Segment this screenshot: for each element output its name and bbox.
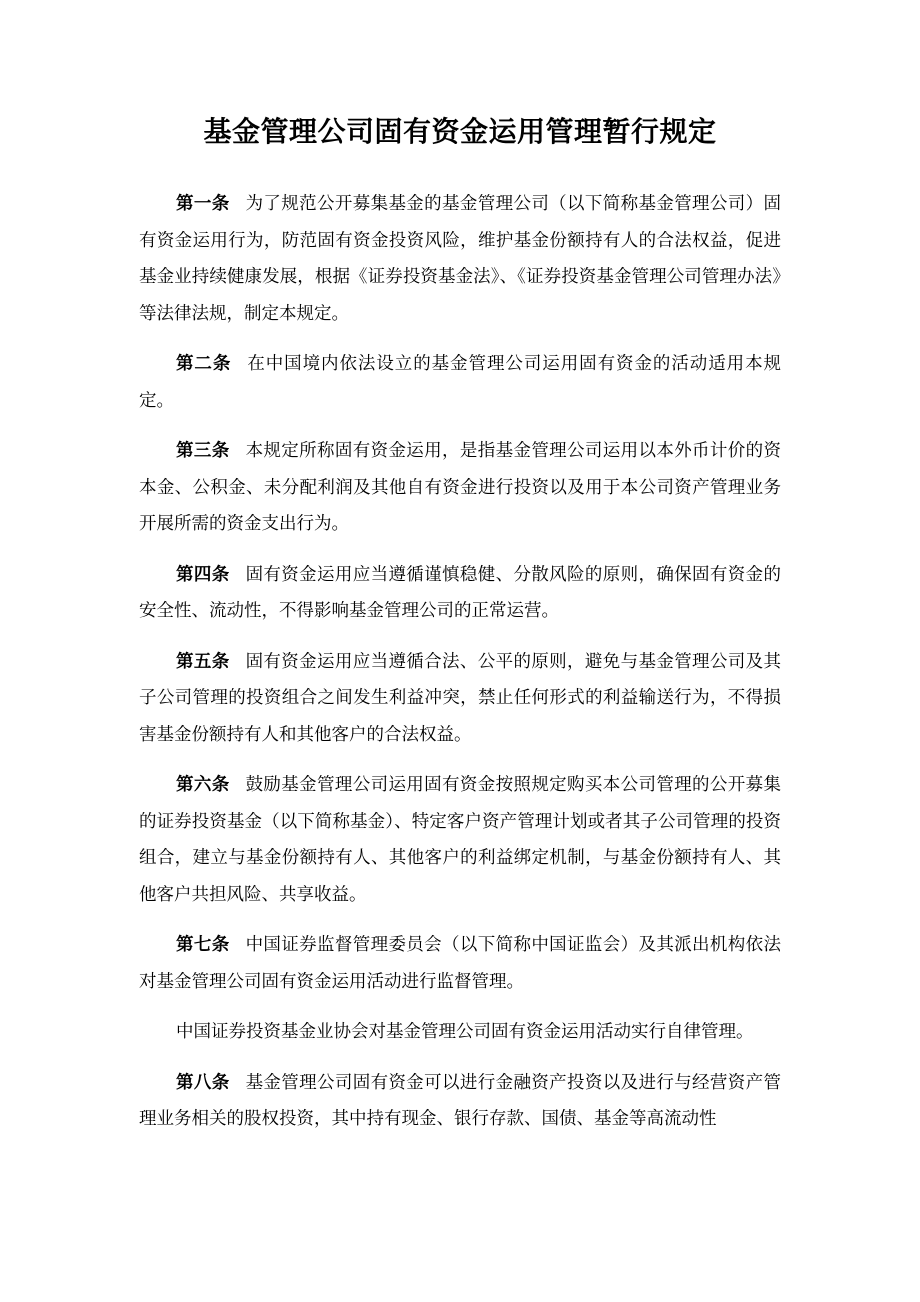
- article-text: 中国证券监督管理委员会（以下简称中国证监会）及其派出机构依法对基金管理公司固有资金运用活动进行监督管理。: [139, 935, 781, 992]
- article-8: [139, 1065, 781, 1138]
- article-number: 第七条: [176, 935, 230, 955]
- article-text: 为了规范公开募集基金的基金管理公司（以下简称基金管理公司）固有资金运用行为，防范固有资金投资风险，维护基金份额持有人的合法权益，促进基金业持续健康发展，根据《证券投资基金法》、《证券投资基金管理公司管理办法》等法律法规，制定本规定。: [139, 194, 781, 324]
- article-7-clause-2: [139, 1014, 781, 1051]
- article-7: [139, 927, 781, 1000]
- article-number: 第四条: [176, 564, 230, 585]
- article-text: 中国证券投资基金业协会对基金管理公司固有资金运用活动实行自律管理。: [176, 1022, 754, 1042]
- article-number: 第八条: [176, 1072, 230, 1093]
- article-text: 本规定所称固有资金运用，是指基金管理公司运用以本外币计价的资本金、公积金、未分配利润及其他自有资金进行投资以及用于本公司资产管理业务开展所需的资金支出行为。: [139, 441, 781, 534]
- article-6: [139, 767, 781, 913]
- article-number: 第三条: [176, 441, 230, 461]
- article-number: 第一条: [176, 194, 230, 214]
- article-4: [139, 557, 781, 630]
- article-text: 固有资金运用应当遵循谨慎稳健、分散风险的原则，确保固有资金的安全性、流动性，不得影响基金管理公司的正常运营。: [139, 564, 781, 621]
- article-text: 在中国境内依法设立的基金管理公司运用固有资金的活动适用本规定。: [139, 354, 782, 411]
- article-number: 第六条: [176, 775, 230, 795]
- article-1: [139, 186, 781, 332]
- document-body: [139, 186, 781, 1152]
- article-5: [139, 644, 781, 754]
- article-3: [139, 433, 781, 543]
- article-number: 第二条: [176, 354, 232, 374]
- article-text: 鼓励基金管理公司运用固有资金按照规定购买本公司管理的公开募集的证券投资基金（以下简称基金）、特定客户资产管理计划或者其子公司管理的投资组合，建立与基金份额持有人、其他客户的利益绑定机制，与基金份额持有人、其他客户共担风险、共享收益。: [139, 775, 781, 905]
- article-number: 第五条: [176, 651, 230, 672]
- document-title: 基金管理公司固有资金运用管理暂行规定: [203, 115, 717, 148]
- article-text: 基金管理公司固有资金可以进行金融资产投资以及进行与经营资产管理业务相关的股权投资，其中持有现金、银行存款、国债、基金等高流动性: [139, 1072, 781, 1129]
- article-2: [139, 346, 781, 419]
- article-text: 固有资金运用应当遵循合法、公平的原则，避免与基金管理公司及其子公司管理的投资组合之间发生利益冲突，禁止任何形式的利益输送行为，不得损害基金份额持有人和其他客户的合法权益。: [139, 651, 781, 745]
